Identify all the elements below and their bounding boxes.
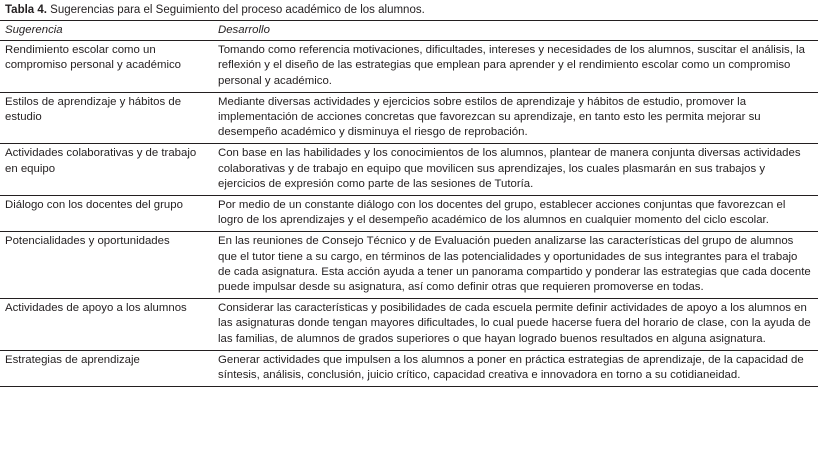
suggestion-cell: Estilos de aprendizaje y hábitos de estudio	[5, 95, 182, 124]
suggestion-cell: Actividades de apoyo a los alumnos	[5, 302, 187, 315]
suggestion-cell: Actividades colaborativas y de trabajo en equipo	[5, 147, 197, 175]
development-cell: Tomando como referencia motivaciones, dificultades, intereses y necesidades de los alumnos, suscitar el análisis, la reflexión y el diseño de las estrategias que emplean para aprender y el rendimiento escolar como un compromiso personal y académico.	[218, 44, 805, 87]
table-caption-text: Sugerencias para el Seguimiento del proceso académico de los alumnos.	[50, 4, 425, 16]
suggestions-table	[0, 20, 818, 387]
table-header-row	[0, 21, 818, 41]
header-development: Desarrollo	[218, 24, 270, 36]
table-row	[0, 144, 818, 196]
table-row	[0, 92, 818, 144]
development-cell: En las reuniones de Consejo Técnico y de Evaluación pueden analizarse las características del grupo de alumnos que el tutor tiene a su cargo, en términos de las potencialidades y oportunidades de sus integrantes para el trabajo de cada asignatura. Esta acción ayuda a tener un panorama compartido y ponderar las estrategias que cada docente puede impulsar desde su asignatura, así como definir otras que requieren promoverse en todas.	[218, 235, 811, 294]
table-row	[0, 299, 818, 351]
development-cell: Por medio de un constante diálogo con los docentes del grupo, establecer acciones conjuntas que favorezcan el logro de los aprendizajes y el desempeño académico de los alumnos en cualquier momento del ciclo escolar.	[218, 199, 786, 227]
suggestion-cell: Rendimiento escolar como un compromiso personal y académico	[5, 44, 181, 72]
table-caption-label: Tabla 4.	[5, 4, 47, 16]
development-cell: Generar actividades que impulsen a los alumnos a poner en práctica estrategias de aprendizaje, de la capacidad de síntesis, análisis, conclusión, juicio crítico, capacidad creativa e innovadora en torno a su cotidianeidad.	[218, 353, 804, 382]
development-cell: Con base en las habilidades y los conocimientos de los alumnos, plantear de manera conjunta diversas actividades colaborativas y de trabajo en equipo que movilicen sus aprendizajes, los cuales plasmarán en sus trabajos y ejercicios de expresión como parte de las sesiones de Tutoría.	[218, 147, 801, 190]
table-row	[0, 41, 818, 93]
table-caption	[5, 3, 425, 17]
development-cell: Considerar las características y posibilidades de cada escuela permite definir actividades de apoyo a los alumnos en las asignaturas donde tengan mayores dificultades, lo cual puede hacerse fuera del horario de clase, con la ayuda de las familias, de alumnos de grados superiores o que hayan logrado buenos resultados en alguna asignatura.	[218, 302, 811, 345]
table-row	[0, 350, 818, 386]
suggestion-cell: Estrategias de aprendizaje	[5, 353, 140, 366]
table-row	[0, 196, 818, 232]
suggestion-cell: Potencialidades y oportunidades	[5, 235, 170, 248]
table-row	[0, 232, 818, 299]
suggestion-cell: Diálogo con los docentes del grupo	[5, 199, 183, 212]
development-cell: Mediante diversas actividades y ejercicios sobre estilos de aprendizaje y hábitos de estudio, promover la implementación de acciones concretas que favorezcan su aprendizaje, en tanto esto les permita mejorar su desempeño académico y disminuya el riesgo de reprobación.	[218, 95, 761, 139]
header-suggestion: Sugerencia	[5, 24, 63, 36]
